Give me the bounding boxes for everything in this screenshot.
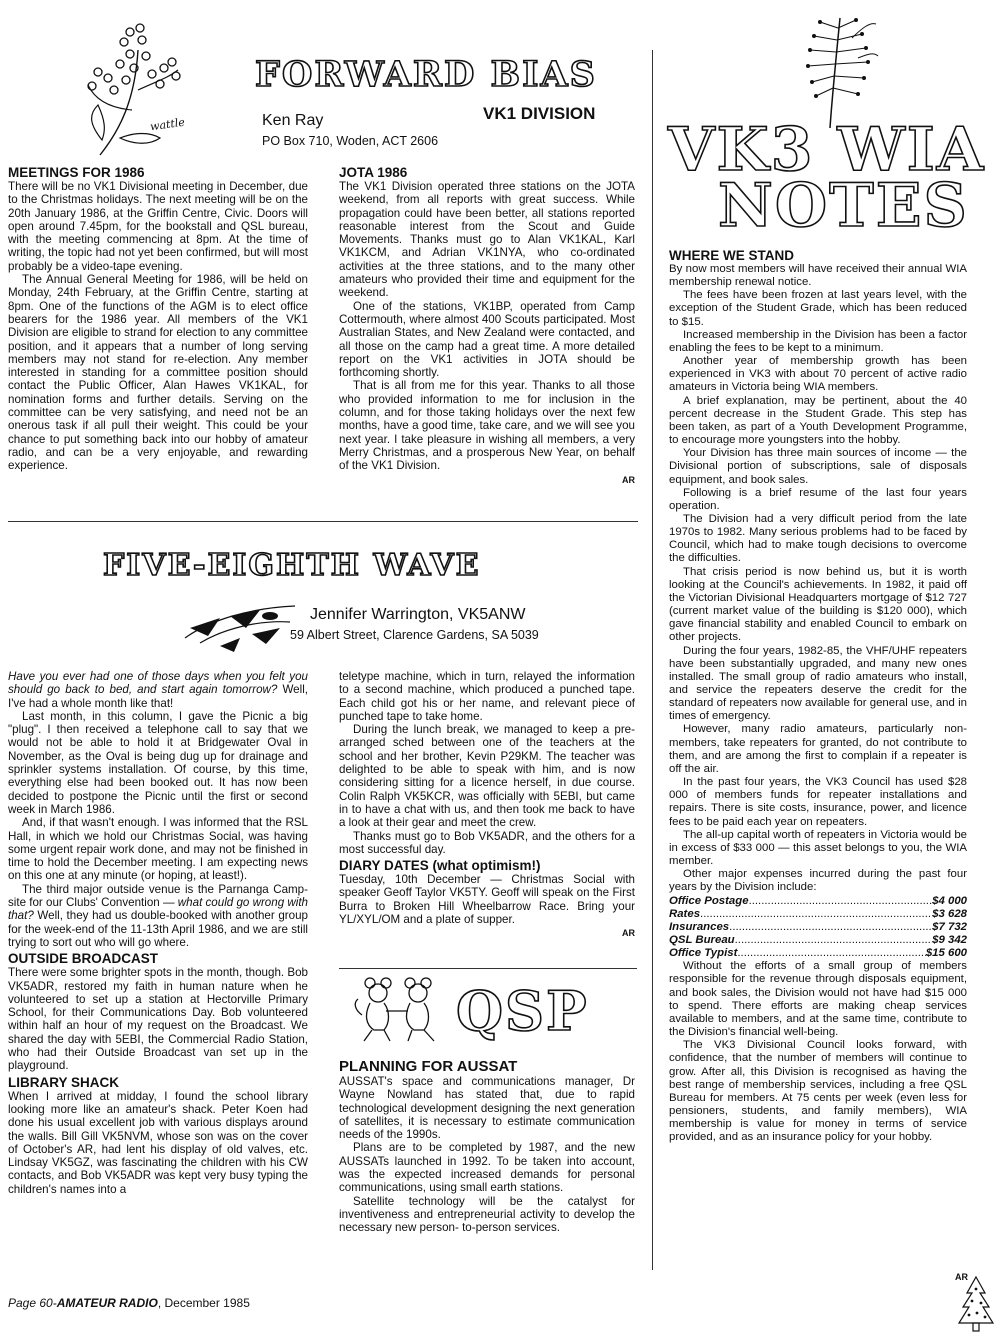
vk3-paragraph-1: By now most members will have received their annual WIA membership renewal notice. <box>669 263 967 289</box>
rsl-hall-paragraph: And, if that wasn't enough. I was informed that the RSL Hall, in which we hold our Christmas Social, was having some urgent repair work done, and may not be finished in time to hold the December meeting. I am expecting news on this one at any minute (or hoping, at least!). <box>8 816 308 883</box>
meetings-paragraph-1: There will be no VK1 Divisional meeting in December, due to the Christmas holidays. The next meeting will be on the 20th January 1986, at the Griffin Centre, Civic. Doors will open around 7.45pm, for the bookstall and QSL bureau, with the meeting commencing at 8pm. At the time of writing, the topic had not yet been confirmed, but will most probably be a video-tape evening. <box>8 180 308 273</box>
parnanga-italic: what could go wrong with that? <box>8 896 308 923</box>
parnanga-text-b: Well, they had us double-booked with another group for the week-end of the 11-13th April 1986, and we are still trying to sort out who will go where. <box>8 909 308 949</box>
jota-paragraph-1: The VK1 Division operated three stations on the JOTA weekend, from all reports with great success. While propagation could have been better, all stations reported reasonable interest from the Scout and Guide Movements. Thanks must go to Alan VK1KAL, Karl VK1KCM, and Adrian VK1NYA, who co-ordinated activities at the three stations, and to the many other amateurs who provided their time and equipment for the weekend. <box>339 180 635 300</box>
jota-paragraph-2: One of the stations, VK1BP, operated from Camp Cottermouth, where almost 400 Scouts participated. Most Australian States, and New Zealand were contacted, and all those on the camp had a great time. A more detailed report on the VK1 activities in JOTA should be forthcoming shortly. <box>339 299 635 380</box>
expense-amount: $3 628 <box>932 907 967 920</box>
expense-row <box>669 895 967 908</box>
expense-amount: $4 000 <box>932 894 967 907</box>
picnic-paragraph: Last month, in this column, I gave the Picnic a big "plug". I then received a telephone call to say that we would not be able to hold it at Bridgewater Oval in November, as the Oval is being dug up for drainage and sprinkler systems installation. Of course, by this time, everything else had been booked out. It has now been decided to postpone the Picnic until the first or second week in March 1986. <box>8 709 308 816</box>
vk3-paragraph-5: A brief explanation, may be pertinent, about the 40 percent decrease in the Student Grade. This step has been taken, as part of a Youth Development Programme, to encourage more youngsters into the hobby. <box>669 394 967 447</box>
qsp-divider <box>339 968 637 969</box>
library-shack-heading: LIBRARY SHACK <box>8 1074 120 1090</box>
five-eighth-address: 59 Albert Street, Clarence Gardens, SA 5039 <box>290 628 539 642</box>
aussat-paragraph-3: Satellite technology will be the catalyst for inventiveness and entrepreneurial activity to develop the necessary new person- to-person services. <box>339 1194 635 1235</box>
library-shack-paragraph: When I arrived at midday, I found the school library looking more like an amateur's shack. Peter Koen had done his usual excellent job with various displays around the walls. Bill Gill VK5NVM, whose son was on the cover of October's AR, had lent his display of old valves, etc. Lindsay VK5GZ, was fascinating the children with his CW contacts, and Bob VK5ADR was kept very busy typing the children's names into a <box>8 1089 308 1196</box>
thanks-paragraph: Thanks must go to Bob VK5ADR, and the others for a most successful day. <box>339 829 635 856</box>
five-eighth-column-2 <box>339 670 635 939</box>
outside-broadcast-heading: OUTSIDE BROADCAST <box>8 951 159 967</box>
expense-amount: $7 732 <box>932 920 967 933</box>
wattle-sprig-icon <box>80 20 185 162</box>
vk3-paragraph-10: During the four years, 1982-85, the VHF/UHF repeaters have been substantially upgraded, and many new ones installed. The small group of radio amateurs who install, and service the repeaters deserve the credit for the standard of repeaters now available for general use, and in times of emergency. <box>669 644 967 723</box>
vk3-paragraph-13: The all-up capital worth of repeaters in Victoria would be in excess of $33 000 — this asset belongs to you, the WIA member. <box>669 828 967 868</box>
aussat-paragraph-2: Plans are to be completed by 1987, and the new AUSSATs launched in 1992. To be taken into account, was the expected increased demands for personal communications, using small earth stations. <box>339 1141 635 1195</box>
vk3-paragraph-3: Increased membership in the Division has been a factor enabling the fees to be kept to a minimum. <box>669 328 967 354</box>
section-divider <box>8 521 638 522</box>
parnanga-text-a: The third major outside venue is the Parnanga Camp-site for our Clubs' Convention — <box>8 882 308 910</box>
expenses-list <box>669 895 967 961</box>
vk3-signoff: AR <box>955 1272 968 1282</box>
five-eighth-column-1 <box>8 670 308 1196</box>
forward-bias-column-1 <box>8 163 308 473</box>
diary-dates-paragraph: Tuesday, 10th December — Christmas Social with speaker Geoff Taylor VK5TY. Geoff will speak on the First Burra to Broken Hill Wheelbarrow Race. Bring your YL/XYL/OM and a plate of supper. <box>339 873 635 927</box>
meetings-paragraph-2: The Annual General Meeting for 1986, will be held on Monday, 24th February, at the Griffin Centre, starting at 8pm. One of the functions of the AGM is to elect office bearers for the 1986 year. All members of the VK1 Division are eligible to strand for election to any committee position, and it appears that a number of long serving members may not stand for re-election. Any member interested in standing for a committee position should contact the Public Officer, Alan Hawes VK1KAL, for nomination forms and further details. Serving on the committee can be very satisfying, and need not be an onerous task if all pull their weight. This could be your chance to put something back into our hobby of amateur radio, and can be a very enjoyable, and rewarding experience. <box>8 273 308 473</box>
teletype-paragraph: teletype machine, which in turn, relayed the information to a second machine, which produced a punched tape. Each child got his or her name, and relevant piece of punched tape to take home. <box>339 670 635 723</box>
expense-row <box>669 947 967 960</box>
jota-paragraph-3: That is all from me for this year. Thanks to all those who provided information to me for inclusion in the column, and for those taking holidays over the next few months, have a good time, take care, and we will see you next year. I take pleasure in wishing all members, a very Merry Christmas, and a prosperous New Year, on behalf of the VK1 Division. <box>339 379 635 473</box>
expense-row <box>669 908 967 921</box>
footer-page: Page 60- <box>8 1296 57 1310</box>
qsp-banner: QSP <box>456 979 589 1043</box>
five-eighth-wave-banner: FIVE-EIGHTH WAVE <box>103 548 481 583</box>
bottlebrush-icon <box>790 8 880 130</box>
vk3-paragraph-8: The Division had a very difficult period from the late 1970s to 1982. Many serious problems had to be faced by Council, which had to make tough decisions to overcome the difficulties. <box>669 512 967 565</box>
vk3-paragraph-9: That crisis period is now behind us, but it is worth looking at the Council's achievements. In 1982, it paid off the Victorian Divisional Headquarters mortgage of $12 727 (current market value of the building is $120 000), which gave financial stability and enabled Council to embark on other projects. <box>669 565 967 644</box>
lunch-break-paragraph: During the lunch break, we managed to keep a pre-arranged sched between one of the teachers at the school and her brother, Kevin P29KM. The teacher was delighted to be able to speak with him, and is now considering sitting for a licence herself, in due course. Colin Ralph VK5KCR, was officially with 5EBI, but came in to have a chat with us, and then took me back to have a look at their gear and meet the crew. <box>339 723 635 830</box>
vk3-paragraph-16: The VK3 Divisional Council looks forward, with confidence, that the number of members will continue to grow. After all, this Division is recognised as having the best range of membership services, including a free QSL Bureau for members. At 75 cents per week (even less for pensioners, students, and family members), WIA membership is value for money in terms of service provided, and as an insurance policy for your hobby. <box>669 1039 967 1144</box>
vk3-paragraph-6: Your Division has three main sources of income — the Divisional portion of subscriptions, sale of disposals equipment, and book sales. <box>669 447 967 486</box>
expense-amount: $9 342 <box>932 933 967 946</box>
intro-paragraph <box>8 670 308 710</box>
christmas-tree-icon <box>955 1275 997 1337</box>
forward-bias-signoff: AR <box>622 474 635 485</box>
expense-row <box>669 921 967 934</box>
five-eighth-author: Jennifer Warrington, VK5ANW <box>310 606 526 623</box>
vk3-paragraph-14: Other major expenses incurred during the past four years by the Division include: <box>669 868 967 894</box>
forward-bias-address: PO Box 710, Woden, ACT 2606 <box>262 134 439 148</box>
birds-in-flight-icon <box>180 598 300 660</box>
forward-bias-author: Ken Ray <box>262 112 324 129</box>
page-footer <box>8 1296 250 1310</box>
forward-bias-banner: FORWARD BIAS <box>255 54 597 95</box>
jota-heading: JOTA 1986 <box>339 165 408 180</box>
vk3-paragraph-7: Following is a brief resume of the last four years operation. <box>669 486 967 512</box>
vk3-banner-line-1: VK3 WIA <box>668 115 986 185</box>
expense-label: QSL Bureau <box>669 933 735 946</box>
forward-bias-division: VK1 DIVISION <box>483 104 596 123</box>
vk3-banner-line-2: NOTES <box>718 171 969 241</box>
footer-date: , December 1985 <box>157 1296 250 1310</box>
expense-label: Rates <box>669 907 701 920</box>
expense-label: Office Typist <box>669 947 738 960</box>
qsp-column <box>339 1056 635 1235</box>
where-we-stand-heading: WHERE WE STAND <box>669 248 794 263</box>
vk3-paragraph-12: In the past four years, the VK3 Council has used $28 000 of members funds for repeater installations and repairs. There is site costs, insurance, power, and licence fees to be paid each year on repeaters. <box>669 776 967 828</box>
expense-row <box>669 934 967 947</box>
expense-amount: $15 600 <box>925 947 967 960</box>
five-eighth-signoff: AR <box>622 928 635 939</box>
dancing-mice-icon <box>350 975 450 1045</box>
outside-broadcast-paragraph: There were some brighter spots in the month, though. Bob VK5ADR, restored my faith in human nature when he volunteered to set up a station at Hectorville Primary School, for their Communications Day. Bob volunteered within half an hour of my request on the Broadcast. We shared the day with 5EBI, the Commercial Radio Station, who had their Outside Broadcast van set up in the playground. <box>8 966 308 1073</box>
wattle-label: wattle <box>149 115 186 134</box>
forward-bias-column-2 <box>339 163 635 486</box>
diary-dates-heading: DIARY DATES (what optimism!) <box>339 858 541 874</box>
parnanga-paragraph <box>8 883 308 949</box>
intro-rest: Well, I've had a whole month like that! <box>8 683 308 710</box>
footer-magazine: AMATEUR RADIO <box>56 1296 158 1310</box>
expense-label: Office Postage <box>669 894 749 907</box>
vk3-paragraph-4: Another year of membership growth has been experienced in VK3 with about 70 percent of active radio amateurs in Victoria being WIA members. <box>669 355 967 394</box>
vk3-paragraph-2: The fees have been frozen at last years level, with the exception of the Student Grade, which has been reduced to $15. <box>669 289 967 328</box>
aussat-paragraph-1: AUSSAT's space and communications manager, Dr Wayne Nowland has stated that, due to rapid technological development designing the next generation of satellites, it is necessary to estimate communication needs of the 1990s. <box>339 1075 635 1142</box>
column-divider <box>652 50 653 1270</box>
aussat-heading: PLANNING FOR AUSSAT <box>339 1058 518 1075</box>
meetings-heading: MEETINGS FOR 1986 <box>8 165 145 180</box>
intro-italic: Have you ever had one of those days when you felt you should go back to bed, and start again tomorrow? <box>8 670 308 697</box>
expense-label: Insurances <box>669 920 730 933</box>
vk3-column <box>669 246 967 1144</box>
vk3-paragraph-11: However, many radio amateurs, particularly non-members, take repeaters for granted, do not contribute to them, and are among the first to complain if a repeater is off the air. <box>669 723 967 775</box>
vk3-paragraph-15: Without the efforts of a small group of members responsible for the revenue through disposals equipment, and book sales, the Division would not have had $15 000 to spend. There efforts are making cheap services available to members, and at the same time, contribute to the Division's financial well-being. <box>669 960 967 1039</box>
